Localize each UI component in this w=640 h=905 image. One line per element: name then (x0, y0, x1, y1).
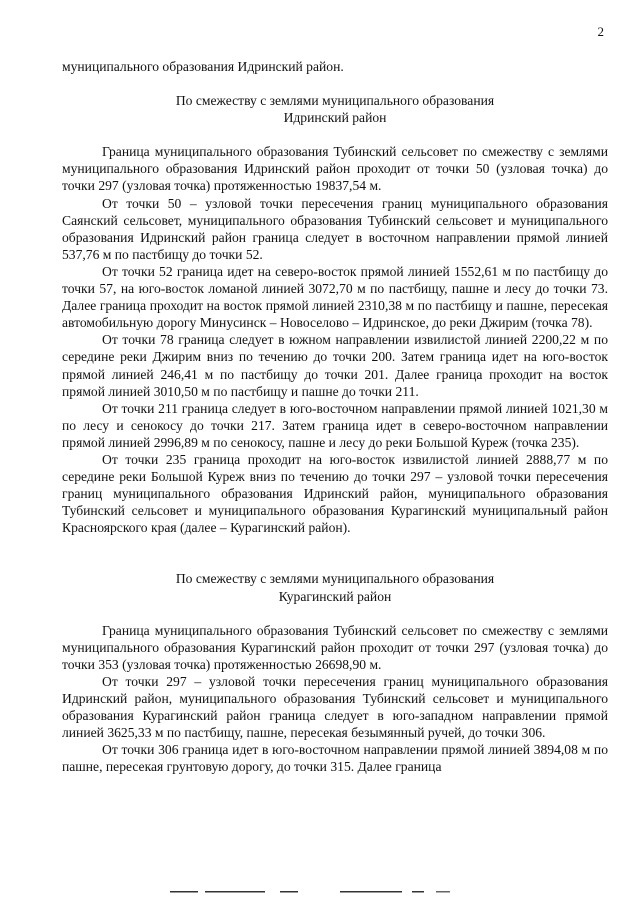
section-2-paragraph: Граница муниципального образования Тубинский сельсовет по смежеству с землями муниципального образования Курагинский район проходит от точки 297 (узловая точка) до точки 353 (узловая точка) протяженностью 26698,90 м. (62, 622, 608, 672)
section-2-paragraph: От точки 306 граница идет в юго-восточном направлении прямой линией 3894,08 м по пашне, пересекая грунтовую дорогу, до точки 315. Далее граница (62, 742, 608, 775)
section-1-paragraph: От точки 235 граница проходит на юго-восток извилистой линией 2888,77 м по середине реки Большой Куреж вниз по течению до точки 297 – узловой точки пересечения границ муниципального образования Идринский район, муниципального образования Тубинский сельсовет и муниципального образования Курагинский муниципальный район Красноярского края (далее – Курагинский район). (62, 451, 608, 536)
section-1-paragraph: От точки 52 граница идет на северо-восток прямой линией 1552,61 м по пастбищу до точки 57, на юго-восток ломаной линией 3072,70 м по пастбищу, пашне и лесу до точки 73. Далее граница проходит на восток прямой линией 2310,38 м по пастбищу и пашне, пересекая автомобильную дорогу Минусинск – Новоселово – Идринское, до реки Джирим (точка 78). (62, 263, 608, 331)
scan-artifact-lines (0, 887, 640, 897)
artifact-dash (436, 891, 450, 893)
section-1-paragraph: От точки 78 граница следует в южном направлении извилистой линией 2200,22 м по середине реки Джирим вниз по течению до точки 200. Затем граница идет на юго-восток прямой линией 246,41 м по пастбищу до точки 201. Далее граница проходит на восток прямой линией 3010,50 м по пастбищу и пашне до точки 211. (62, 332, 608, 399)
scan-artifact-graphic (0, 887, 640, 897)
opening-line: муниципального образования Идринский район. (62, 59, 344, 74)
section-2-heading-line-2: Курагинский район (278, 588, 392, 604)
document-body (62, 58, 608, 775)
artifact-dash (170, 891, 198, 893)
artifact-dash (412, 891, 424, 893)
section-1-paragraph: От точки 211 граница следует в юго-восточном направлении прямой линией 1021,30 м по лесу и сенокосу до точки 217. Затем граница идет в северо-восточном направлении прямой линией 2996,89 м по сенокосу, пашне и лесу до реки Большой Куреж (точка 235). (62, 400, 608, 450)
section-2-paragraph: От точки 297 – узловой точки пересечения границ муниципального образования Идринский район, муниципального образования Тубинский сельсовет и муниципального образования Курагинский район граница следует в юго-западном направлении прямой линией 3625,33 м по пастбищу, пашне, пересекая безымянный ручей, до точки 306. (62, 673, 608, 741)
page-number: 2 (597, 24, 604, 39)
section-2-heading-line-1: По смежеству с землями муниципального образования (175, 571, 495, 587)
artifact-dash (280, 891, 298, 893)
section-1-paragraph: Граница муниципального образования Тубинский сельсовет по смежеству с землями муниципального образования Идринский район проходит от точки 50 (узловая точка) до точки 297 (узловая точка) протяженностью 19837,54 м. (62, 144, 608, 194)
section-1-paragraph: От точки 50 – узловой точки пересечения границ муниципального образования Саянский сельсовет, муниципального образования Тубинский сельсовет и муниципального образования Идринский район граница следует в восточном направлении прямой линией 537,76 м по пастбищу до точки 52. (62, 195, 608, 262)
section-1-heading-line-2: Идринский район (283, 110, 387, 126)
artifact-dash (205, 891, 265, 893)
artifact-dash (340, 891, 402, 893)
section-1-heading-line-1: По смежеству с землями муниципального образования (175, 93, 495, 109)
